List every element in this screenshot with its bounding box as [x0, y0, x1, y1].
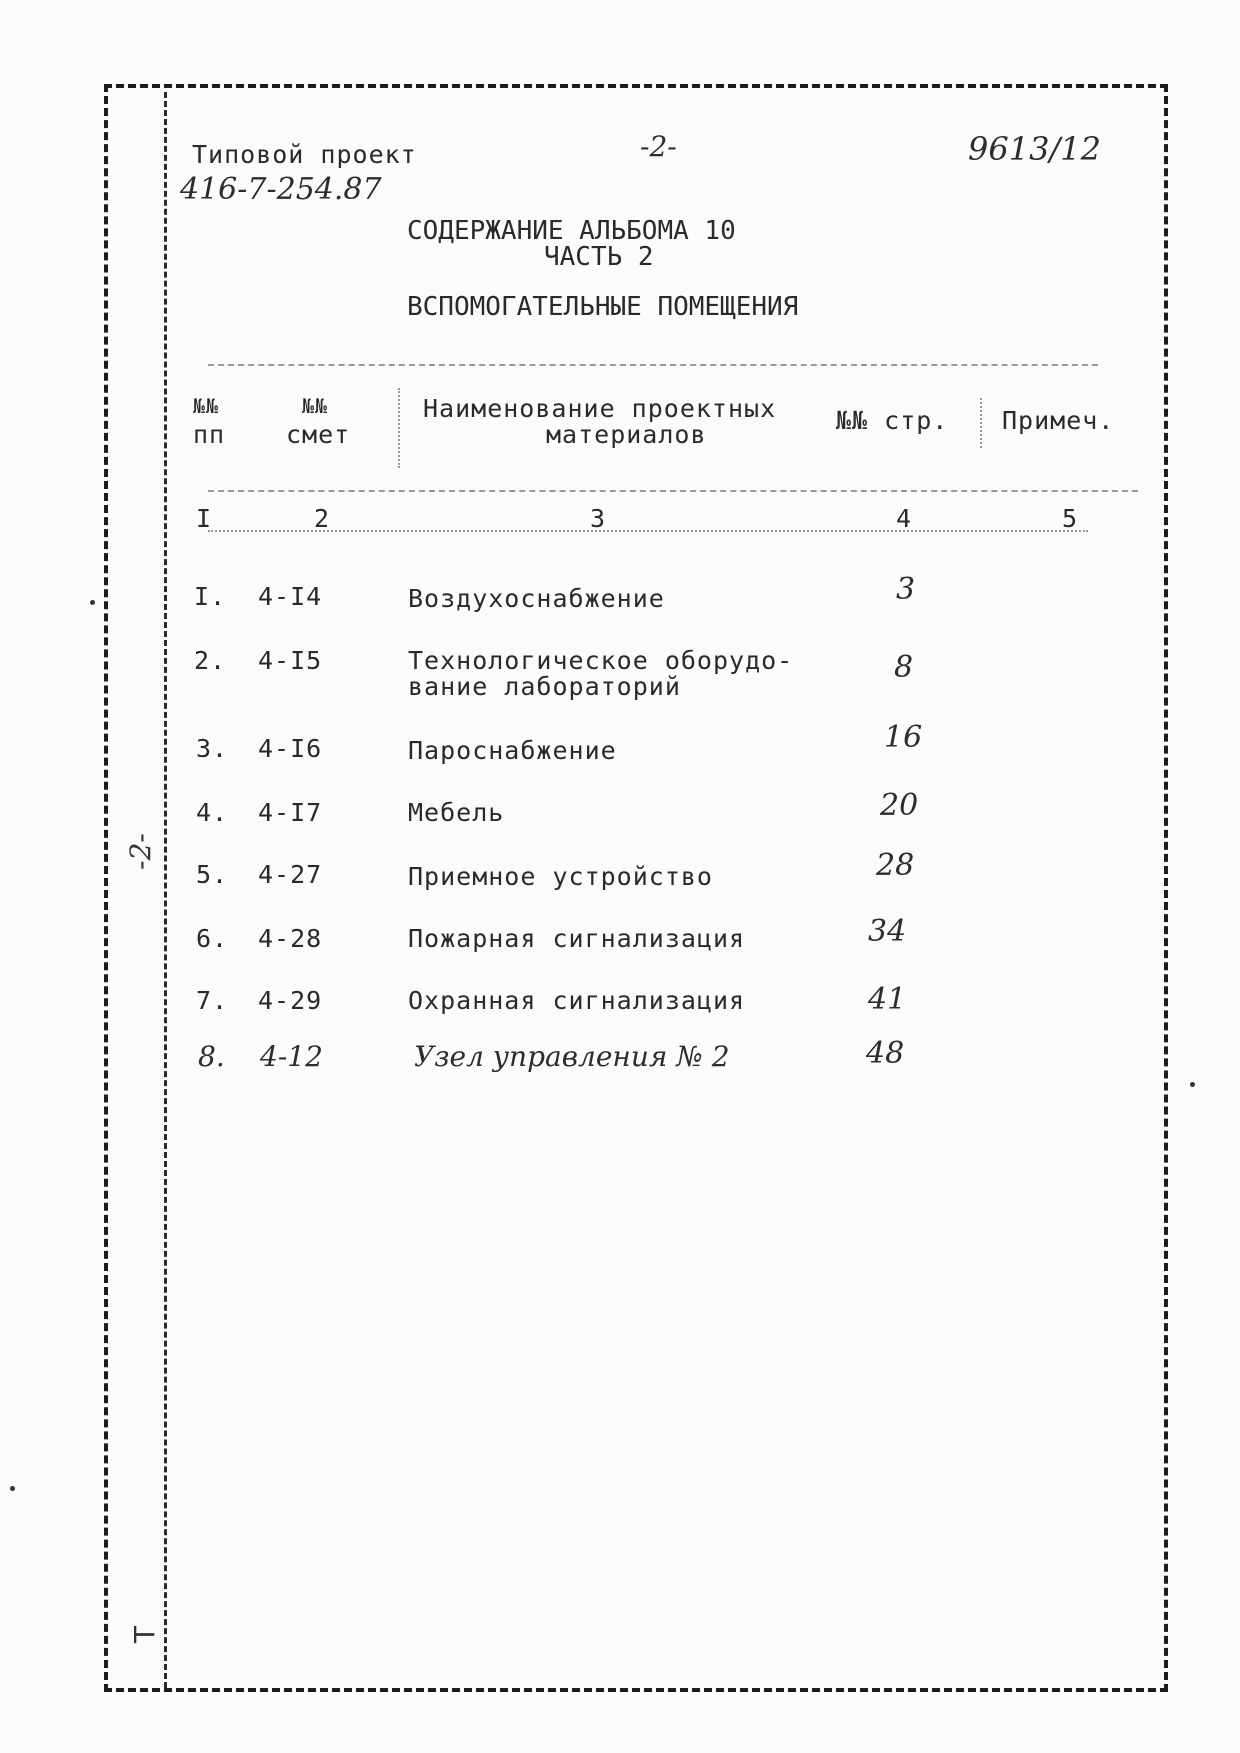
scan-speck — [1190, 1082, 1195, 1087]
table-top-rule — [208, 364, 1098, 366]
album-title: СОДЕРЖАНИЕ АЛЬБОМА 10 — [407, 216, 736, 246]
binding-margin-line — [164, 92, 167, 1688]
row-6-name: Пожарная сигнализация — [408, 924, 746, 953]
project-number: 416-7-254.87 — [180, 172, 382, 207]
row-1-page: 3 — [896, 572, 916, 607]
row-7-page: 41 — [868, 982, 907, 1017]
row-2-page: 8 — [894, 650, 914, 685]
album-part: ЧАСТЬ 2 — [544, 242, 654, 272]
row-5-num: 5. — [196, 860, 229, 889]
section-title: ВСПОМОГАТЕЛЬНЫЕ ПОМЕЩЕНИЯ — [407, 292, 799, 322]
col3-header-line2: материалов — [546, 420, 707, 449]
col5-header: Примеч. — [1002, 406, 1115, 435]
row-8-estimate: 4-12 — [260, 1040, 323, 1073]
row-5-name: Приемное устройство — [408, 862, 713, 891]
row-2-name-line2: вание лабораторий — [408, 672, 681, 701]
row-7-name: Охранная сигнализация — [408, 986, 746, 1015]
col1-header-line2: пп — [193, 420, 226, 449]
row-1-name: Воздухоснабжение — [408, 584, 665, 613]
row-1-estimate: 4-I4 — [258, 582, 323, 611]
header-bottom-rule — [208, 490, 1138, 492]
numbering-rule — [208, 530, 1088, 532]
page-mark: -2- — [640, 130, 677, 163]
row-2-num: 2. — [194, 646, 227, 675]
row-3-estimate: 4-I6 — [258, 734, 323, 763]
side-page-mark: -2- — [123, 833, 157, 870]
row-3-name: Пароснабжение — [408, 736, 617, 765]
col-number-4: 4 — [896, 504, 913, 533]
row-1-num: I. — [194, 582, 227, 611]
row-2-estimate: 4-I5 — [258, 646, 323, 675]
row-8-name: Узел управления № 2 — [414, 1040, 730, 1073]
row-8-page: 48 — [866, 1036, 905, 1071]
row-4-estimate: 4-I7 — [258, 798, 323, 827]
scan-speck — [10, 1486, 15, 1491]
col-number-3: 3 — [590, 504, 607, 533]
sheet-code: 9613/12 — [968, 130, 1101, 168]
row-4-page: 20 — [880, 788, 919, 823]
row-6-estimate: 4-28 — [258, 924, 323, 953]
row-5-estimate: 4-27 — [258, 860, 323, 889]
row-7-estimate: 4-29 — [258, 986, 323, 1015]
row-7-num: 7. — [196, 986, 229, 1015]
col2-header-line1: №№ — [302, 394, 329, 418]
row-2-name-line1: Технологическое оборудо- — [408, 646, 794, 675]
col4-header: №№ стр. — [836, 406, 949, 435]
row-6-page: 34 — [868, 914, 907, 949]
col2-header-line2: смет — [286, 420, 351, 449]
project-label: Типовой проект — [192, 140, 417, 169]
row-6-num: 6. — [196, 924, 229, 953]
corner-mark: T — [128, 1625, 162, 1644]
row-4-name: Мебель — [408, 798, 505, 827]
row-5-page: 28 — [876, 848, 915, 883]
row-3-page: 16 — [884, 720, 923, 755]
header-divider-2 — [980, 398, 982, 448]
col3-header-line1: Наименование проектных — [423, 394, 777, 423]
col1-header-line1: №№ — [193, 394, 220, 418]
scan-speck — [90, 600, 95, 605]
row-3-num: 3. — [196, 734, 229, 763]
col-number-1: I — [196, 504, 213, 533]
col-number-5: 5 — [1062, 504, 1079, 533]
row-8-num: 8. — [198, 1040, 225, 1073]
col-number-2: 2 — [314, 504, 331, 533]
header-divider — [398, 388, 400, 468]
row-4-num: 4. — [196, 798, 229, 827]
